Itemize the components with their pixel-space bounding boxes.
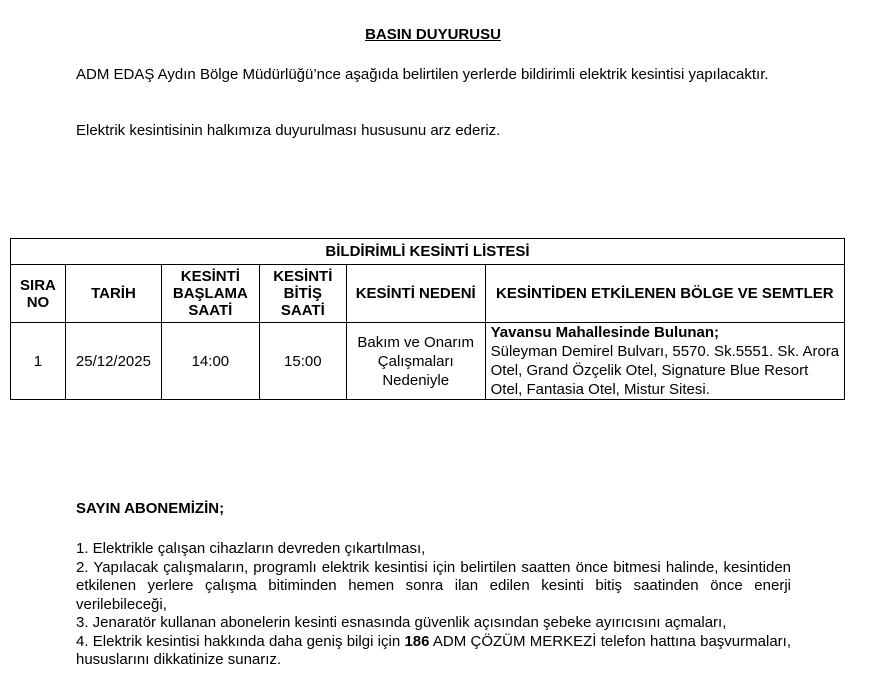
header-baslama: KESİNTİ BAŞLAMA SAATİ (161, 265, 259, 323)
cell-bolge (485, 323, 844, 400)
outage-table (10, 238, 845, 400)
page-title: BASIN DUYURUSU (365, 26, 501, 43)
header-neden: KESİNTİ NEDENİ (346, 265, 485, 323)
list-item: 3. Jenaratör kullanan abonelerin kesinti esnasında güvenlik açısından şebeke ayırıcısını açmaları, (76, 614, 727, 631)
hotline-number: 186 (404, 632, 430, 650)
table-row (11, 323, 845, 400)
cell-neden: Bakım ve Onarım Çalışmaları Nedeniyle (346, 323, 485, 400)
notice-list (76, 540, 791, 670)
header-sira: SIRA NO (11, 265, 66, 323)
cell-tarih: 25/12/2025 (65, 323, 161, 400)
table-header-row (11, 265, 845, 323)
item4-before: 4. Elektrik kesintisi hakkında daha geniş bilgi için (76, 632, 401, 650)
table-title: BİLDİRİMLİ KESİNTİ LİSTESİ (11, 239, 845, 265)
request-paragraph: Elektrik kesintisinin halkımıza duyurulması hususunu arz ederiz. (76, 122, 501, 139)
cell-sira: 1 (11, 323, 66, 400)
header-bolge: KESİNTİDEN ETKİLENEN BÖLGE VE SEMTLER (485, 265, 844, 323)
cell-baslama: 14:00 (161, 323, 259, 400)
region-title: Yavansu Mahallesinde Bulunan; (490, 324, 720, 341)
subscribers-heading: SAYIN ABONEMİZİN; (76, 500, 225, 517)
region-detail: Süleyman Demirel Bulvarı, 5570. Sk.5551. Sk. Arora Otel, Grand Özçelik Otel, Signature Blue Resort Otel, Fantasia Otel, Mistur Sitesi. (490, 343, 840, 398)
list-item (76, 633, 791, 670)
header-bitis: KESİNTİ BİTİŞ SAATİ (259, 265, 346, 323)
list-item: 1. Elektrikle çalışan cihazların devreden çıkartılması, (76, 540, 426, 557)
header-tarih: TARİH (65, 265, 161, 323)
table-title-row (11, 239, 845, 265)
intro-paragraph: ADM EDAŞ Aydın Bölge Müdürlüğü’nce aşağıda belirtilen yerlerde bildirimli elektrik kesintisi yapılacaktır. (76, 66, 769, 83)
cell-bitis: 15:00 (259, 323, 346, 400)
list-item: 2. Yapılacak çalışmaların, programlı elektrik kesintisi için belirtilen saatten önce bitmesi halinde, kesintiden etkilenen yerlere çalışma bitiminden hemen sonra ilan edilen kesinti bitiş saatinden önce enerji verilebileceği, (76, 558, 791, 613)
item4-after: ADM ÇÖZÜM MERKEZİ telefon hattına başvurmaları, hususlarını dikkatinize sunarız. (76, 632, 791, 668)
